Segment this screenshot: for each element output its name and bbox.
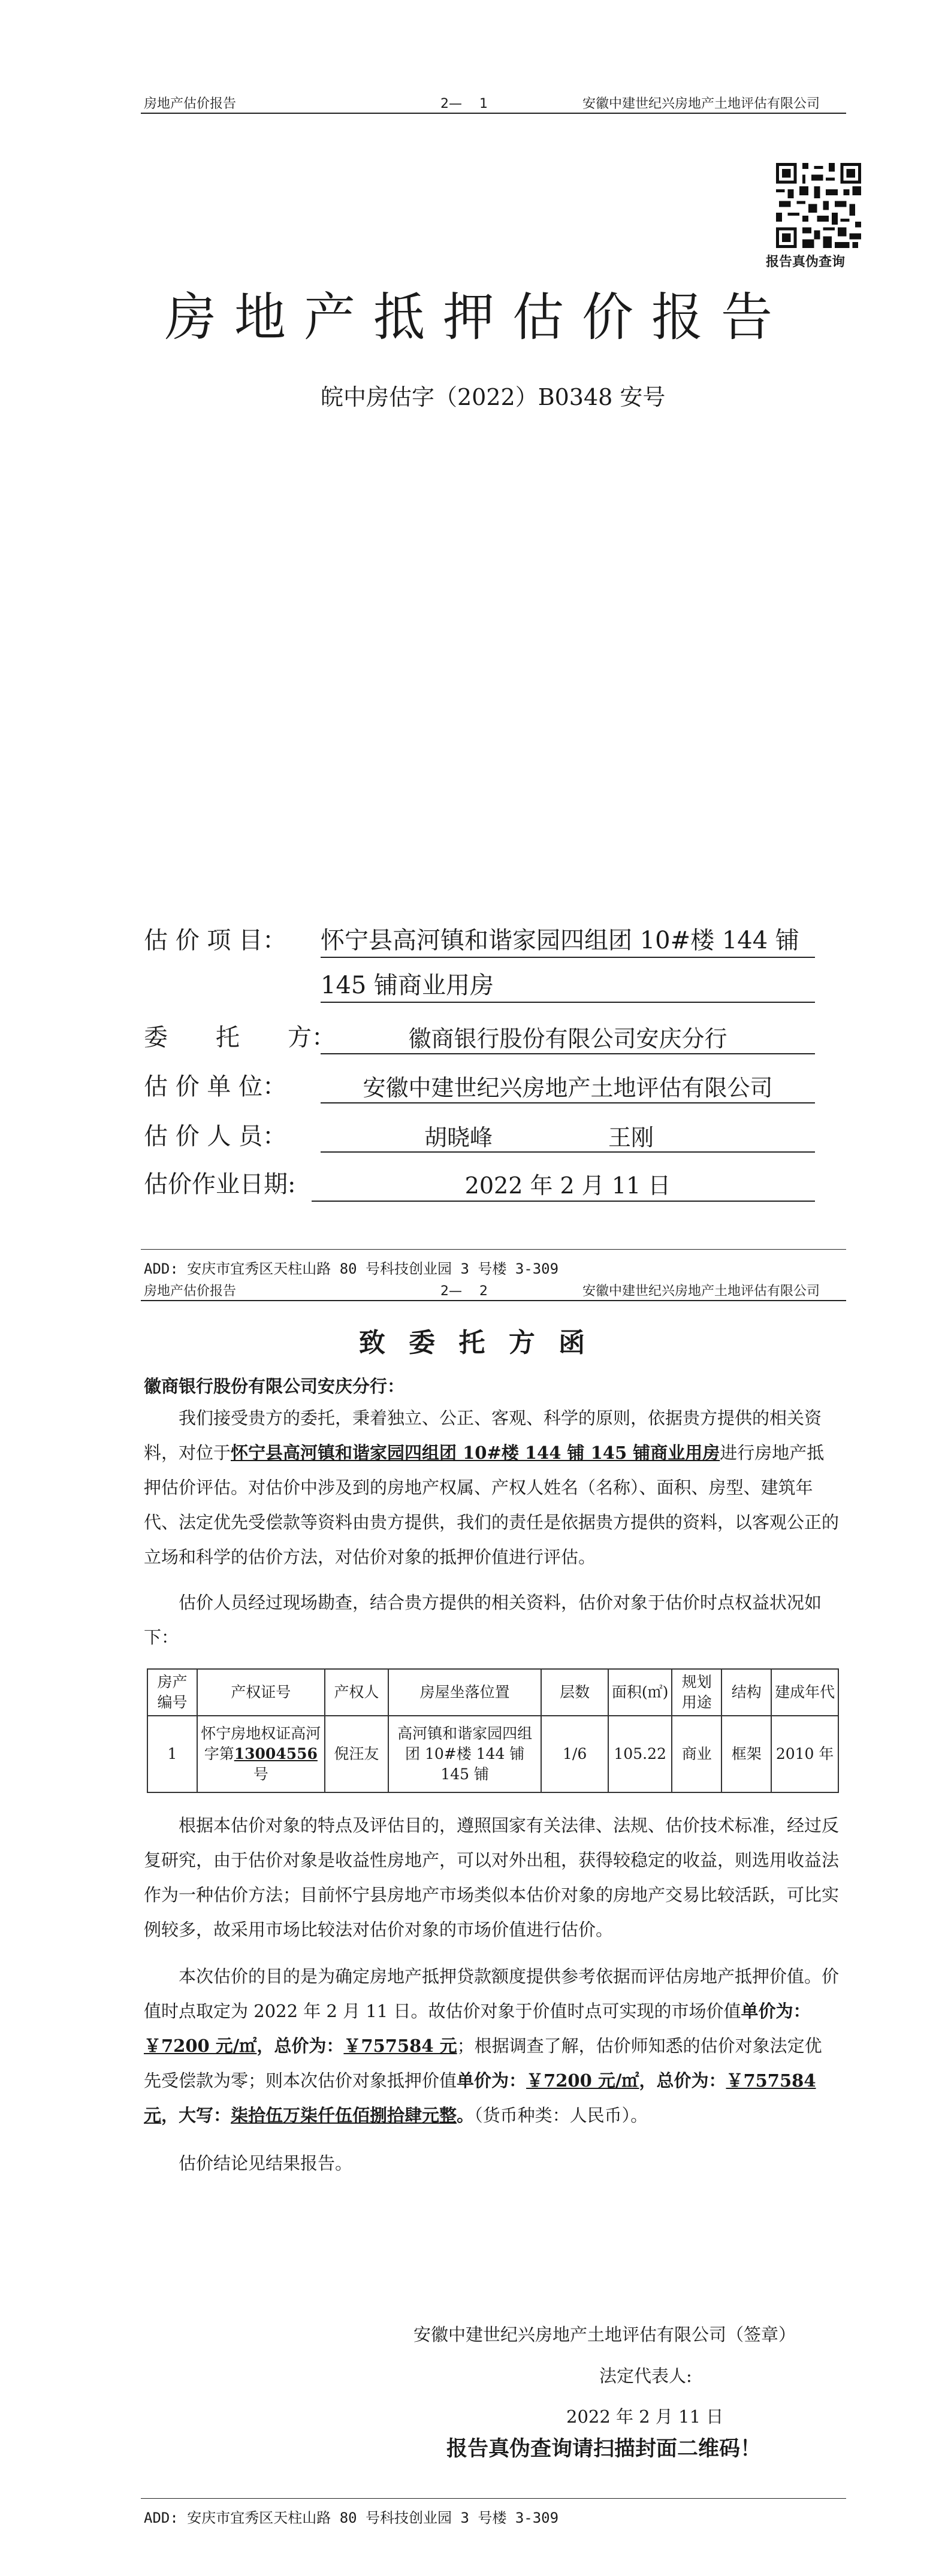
page2-footer-rule — [141, 2498, 846, 2499]
col-header-year: 建成年代 — [771, 1669, 838, 1716]
page1-footer-rule — [141, 1249, 846, 1250]
client-label: 委 托 方： — [144, 1024, 336, 1051]
paragraph-5: 估价结论见结果报告。 — [179, 2153, 353, 2173]
cell-cert — [197, 1716, 325, 1792]
project-underline-1 — [321, 957, 815, 958]
paragraph-3: 根据本估价对象的特点及评估目的，遵照国家有关法律、法规、估价技术标准，经过反复研究，由于估价对象是收益性房地产，可以对外出租，获得较稳定的收益，则选用收益法作为一种估价方法；目前怀宁县房地产市场类似本估价对象的房地产交易比较活跃，可比实例较多，故采用市场比较法对估价对象的市场价值进行估价。 — [144, 1815, 840, 1940]
paragraph-1-text-c: 进行房地产抵押估价评估。对估价中涉及到的房地产权属、产权人姓名（名称）、面积、房型、建筑年代、法定优先受偿款等资料由贵方提供，我们的责任是依据贵方提供的资料，以客观公正的立场和科学的估价方法，对估价对象的抵押价值进行评估。 — [144, 1443, 840, 1567]
appraisers-label: 估 价 人 员： — [144, 1123, 287, 1150]
project-value-line2: 145 铺商业用房 — [321, 972, 494, 999]
appraiser-unit-underline — [321, 1102, 815, 1103]
col-header-use: 规划用途 — [672, 1669, 721, 1716]
work-date-underline — [312, 1201, 815, 1202]
market-unit-price: ￥7200 元/㎡ — [144, 2036, 257, 2056]
paragraph-1-text-a: 我们接受贵方的委托，秉着独立、公正、客观、科学的原则，依据贵方提供的相关资料，对位于 — [144, 1408, 822, 1463]
cell-no: 1 — [147, 1716, 197, 1792]
report-title: 房地产抵押估价报告 — [165, 288, 790, 347]
page1-header-right: 安徽中建世纪兴房地产土地评估有限公司 — [582, 96, 820, 111]
signature-legal-rep: 法定代表人: — [599, 2366, 692, 2386]
signature-company: 安徽中建世纪兴房地产土地评估有限公司（签章） — [413, 2324, 796, 2345]
paragraph-4 — [144, 1959, 839, 2133]
page2-header-right: 安徽中建世纪兴房地产土地评估有限公司 — [582, 1284, 820, 1299]
col-header-cert: 产权证号 — [197, 1669, 325, 1716]
mortgage-unit-price: ￥7200 元/㎡ — [526, 2070, 639, 2091]
qr-code-icon[interactable] — [776, 163, 861, 248]
col-header-structure: 结构 — [721, 1669, 771, 1716]
cell-cert-number: 13004556 — [234, 1745, 318, 1762]
mortgage-total-label: ，总价为： — [639, 2070, 726, 2091]
project-label: 估 价 项 目： — [144, 927, 287, 954]
market-total-label: ，总价为： — [256, 2036, 344, 2056]
letter-title: 致 委 托 方 函 — [358, 1328, 593, 1358]
client-value: 徽商银行股份有限公司安庆分行 — [408, 1026, 727, 1052]
appraiser-2-name: 王刚 — [608, 1124, 654, 1151]
page1-address: ADD: 安庆市宜秀区天柱山路 80 号科技创业园 3 号楼 3-309 — [144, 1260, 559, 1277]
cell-cert-suffix: 号 — [253, 1765, 268, 1783]
qr-caption: 报告真伪查询 — [766, 255, 846, 270]
page2-address: ADD: 安庆市宜秀区天柱山路 80 号科技创业园 3 号楼 3-309 — [144, 2510, 559, 2526]
appraiser-unit-value: 安徽中建世纪兴房地产土地评估有限公司 — [363, 1075, 773, 1101]
mortgage-capital-amount: 柒拾伍万柒仟伍佰捌拾肆元整 — [231, 2105, 457, 2125]
cell-structure: 框架 — [721, 1716, 771, 1792]
market-total-price: ￥757584 元 — [343, 2036, 457, 2056]
mortgage-unit-label: 单价为： — [457, 2070, 527, 2091]
project-value-line1: 怀宁县高河镇和谐家园四组团 10#楼 144 铺 — [321, 927, 799, 954]
mortgage-capital-label: ，大写： — [161, 2105, 231, 2125]
cell-cert-prefix: 怀宁房地权证高河字第 — [201, 1725, 321, 1762]
cell-location: 高河镇和谐家园四组团 10#楼 144 铺 145 铺 — [388, 1716, 541, 1792]
col-header-location: 房屋坐落位置 — [388, 1669, 541, 1716]
mortgage-period: 。 — [457, 2105, 475, 2125]
page1-header-left: 房地产估价报告 — [144, 96, 237, 111]
work-date-value: 2022 年 2 月 11 日 — [464, 1172, 671, 1199]
col-header-owner: 产权人 — [325, 1669, 388, 1716]
table-header-row — [147, 1669, 838, 1716]
mortgage-total-price: ￥757584 元 — [144, 2070, 816, 2125]
col-header-no: 房产编号 — [147, 1669, 197, 1716]
paragraph-4-text-a: 本次估价的目的是为确定房地产抵押贷款额度提供参考依据而评估房地产抵押价值。价值时点取定为 2022 年 2 月 11 日。故估价对象于价值时点可实现的市场价值 — [144, 1966, 840, 2021]
paragraph-1 — [144, 1401, 839, 1574]
table-row — [147, 1716, 838, 1792]
client-underline — [321, 1053, 815, 1054]
paragraph-4-text-c: ；根据调查了解，估价师知悉的估价对象法定优先受偿款为零；则本次估价对象抵押价值 — [144, 2036, 822, 2091]
col-header-area: 面积(㎡) — [608, 1669, 672, 1716]
market-unit-label: 单价为： — [741, 2001, 811, 2021]
cell-floors: 1/6 — [541, 1716, 608, 1792]
page2-header-rule — [141, 1300, 846, 1301]
paragraph-2: 估价人员经过现场勘查，结合贵方提供的相关资料，估价对象于估价时点权益状况如下： — [144, 1592, 822, 1647]
cell-owner: 倪汪友 — [325, 1716, 388, 1792]
appraiser-unit-label: 估 价 单 位： — [144, 1073, 287, 1100]
appraisers-underline — [321, 1151, 815, 1153]
signature-date: 2022 年 2 月 11 日 — [566, 2406, 724, 2427]
verification-notice: 报告真伪查询请扫描封面二维码！ — [446, 2436, 762, 2461]
page1-header-page-number: 2— 1 — [440, 96, 488, 111]
work-date-label: 估价作业日期: — [144, 1171, 296, 1198]
page1-header-rule — [141, 113, 846, 114]
appraiser-1-name: 胡晓峰 — [424, 1124, 493, 1151]
letter-salutation: 徽商银行股份有限公司安庆分行： — [144, 1376, 405, 1396]
cell-use: 商业 — [672, 1716, 721, 1792]
property-address-highlight: 怀宁县高河镇和谐家园四组团 10#楼 144 铺 145 铺商业用房 — [231, 1443, 720, 1463]
col-header-floors: 层数 — [541, 1669, 608, 1716]
project-underline-2 — [321, 1002, 815, 1003]
cell-area: 105.22 — [608, 1716, 672, 1792]
cell-year: 2010 年 — [771, 1716, 838, 1792]
document-number: 皖中房估字（2022）B0348 安号 — [321, 384, 666, 410]
currency-note: （货币种类：人民币）。 — [474, 2105, 648, 2125]
property-info-table — [147, 1668, 839, 1793]
page2-header-page-number: 2— 2 — [440, 1284, 488, 1299]
page2-header-left: 房地产估价报告 — [144, 1284, 237, 1299]
